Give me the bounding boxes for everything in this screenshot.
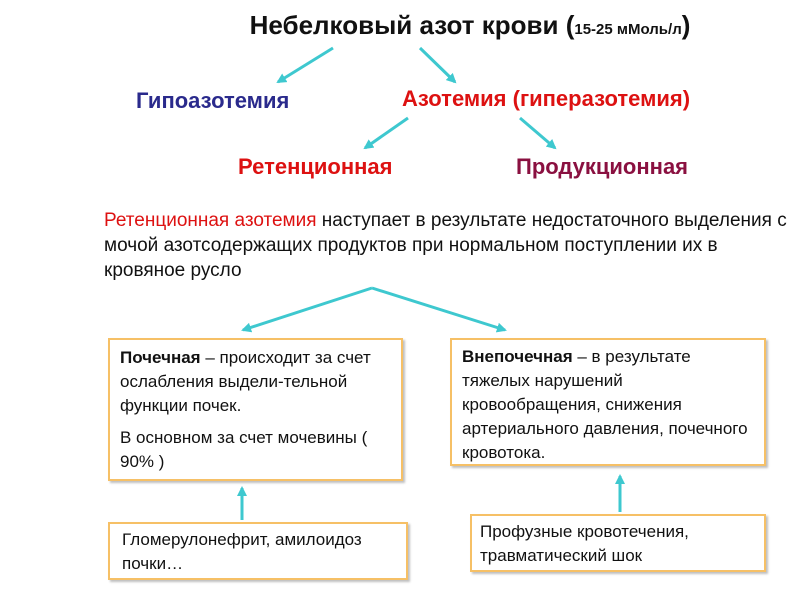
production-label: Продукционная [516,154,689,179]
description-rest: наступает в результате недостаточного выделения с мочой азотсодержащих продуктов при нормальном поступлении их в кровяное русло [104,210,787,281]
page-title [0,10,800,41]
renal-text-1: – происходит за счет ослабления выдели-тельной функции почек. [120,348,371,415]
renal-term: Почечная [120,348,201,367]
glomerulonephritis-text: Гломерулонефрит, амилоидоз почки… [122,530,362,573]
title-close: ) [681,10,691,40]
retention-label: Ретенционная [238,154,393,179]
renal-paragraph-2 [120,426,391,474]
renal-text-2: В основном за счет мочевины ( 90% ) [120,428,368,471]
azotemia-label: Азотемия (гиперазотемия) [402,86,691,111]
extrarenal-text: – в результате тяжелых нарушений кровообращения, снижения артериального давления, почечного кровотока. [462,347,748,462]
title-range: 15-25 мМоль/л [574,21,682,38]
profuse-bleeding-text: Профузные кровотечения, травматический шок [480,522,689,565]
retention-description [104,208,794,283]
arrow-to-azotemia [420,48,455,82]
profuse-bleeding-box [470,514,766,572]
glomerulonephritis-box [108,522,408,580]
renal-paragraph-1 [120,346,391,418]
description-highlight: Ретенционная азотемия [104,210,317,231]
renal-box [108,338,403,481]
extrarenal-term: Внепочечная [462,347,573,366]
arrow-to-extrarenal [372,288,505,330]
extrarenal-box [450,338,766,466]
arrow-to-renal [243,288,372,330]
hypoazotemia-label: Гипоазотемия [136,88,290,113]
arrow-to-hypoazotemia [278,48,333,82]
title-main: Небелковый азот крови ( [249,10,575,40]
arrow-to-production [520,118,555,148]
arrow-to-retention [365,118,408,148]
